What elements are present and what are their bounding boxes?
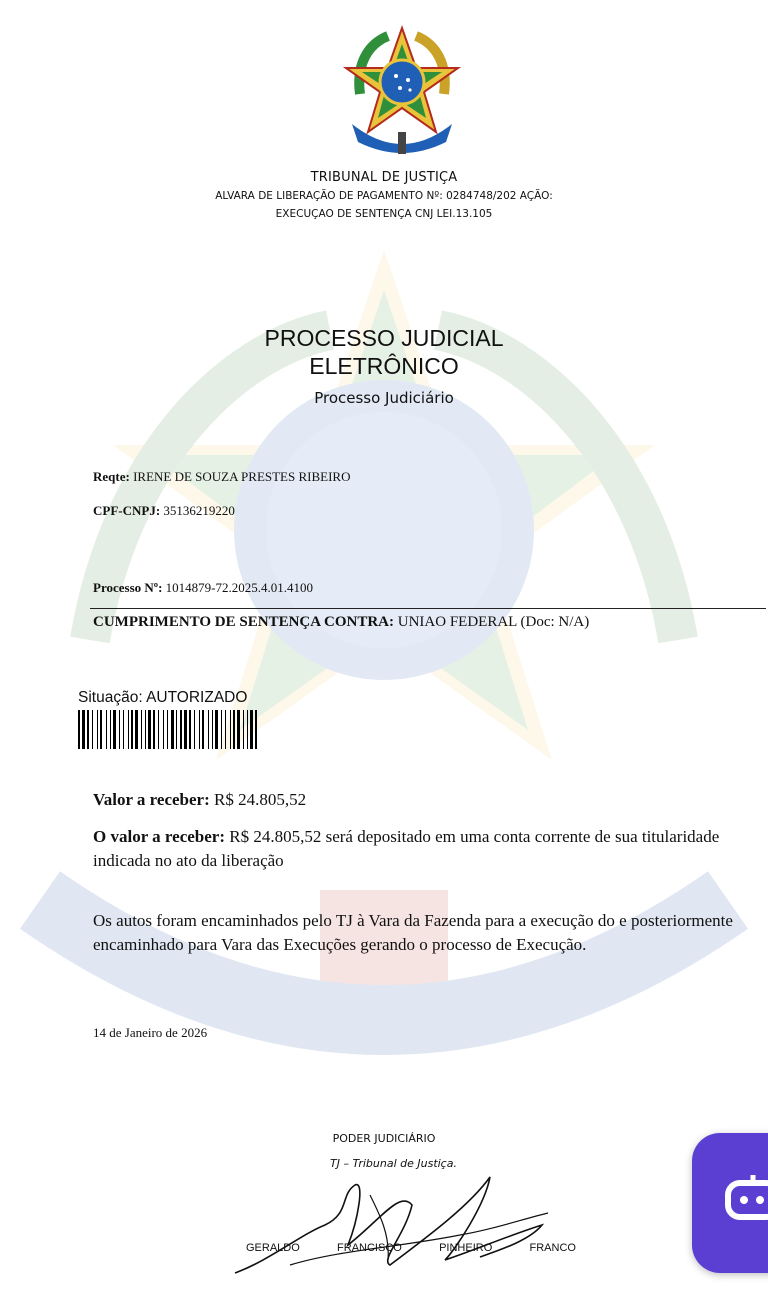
deposit-text: R$ 24.805,52 será depositado em uma conta corrente de sua titularidade indicada no ato da liberação: [93, 827, 720, 870]
document-date: 14 de Janeiro de 2026: [93, 1025, 208, 1040]
cumprimento-field: [93, 614, 589, 631]
processo-field: [93, 580, 313, 596]
deposit-label: O valor a receber:: [93, 827, 226, 846]
court-name: TRIBUNAL DE JUSTIÇA: [310, 170, 458, 185]
cpf-label: CPF-CNPJ:: [93, 503, 161, 518]
reqte-label: Reqte:: [93, 469, 130, 484]
status-text: Situação: AUTORIZADO: [78, 689, 248, 706]
valor-value: R$ 24.805,52: [214, 790, 307, 809]
title-line-1: PROCESSO JUDICIAL: [264, 325, 504, 351]
valor-line: [93, 790, 306, 810]
title-subtitle: Processo Judiciário: [314, 389, 454, 407]
name-4: FRANCO: [529, 1242, 576, 1254]
name-1: GERALDO: [246, 1242, 300, 1254]
name-2: FRANCISCO: [337, 1242, 402, 1254]
name-3: PINHEIRO: [439, 1242, 493, 1254]
handwritten-signature: [230, 1165, 560, 1280]
body-paragraph: Os autos foram encaminhados pelo TJ à Vara da Fazenda para a execução do e posteriormente encaminhado para Vara das Execuções gerando o processo de Execução.: [93, 911, 733, 954]
barcode: [78, 710, 260, 749]
reqte-value: IRENE DE SOUZA PRESTES RIBEIRO: [133, 469, 351, 484]
divider: [90, 608, 766, 609]
cumprimento-value: UNIAO FEDERAL (Doc: N/A): [397, 614, 590, 630]
brazil-coat-of-arms-icon: [338, 24, 466, 164]
signatory-names: [246, 1242, 576, 1254]
chatbot-button[interactable]: [692, 1133, 768, 1273]
tj-line: TJ – Tribunal de Justiça.: [330, 1157, 457, 1170]
cpf-field: [93, 503, 235, 519]
execucao-line: EXECUÇAO DE SENTENÇA CNJ LEI.13.105: [275, 208, 493, 220]
reqte-field: [93, 469, 350, 485]
processo-label: Processo Nº:: [93, 580, 163, 595]
deposit-paragraph: [93, 825, 733, 873]
title-line-2: ELETRÔNICO: [309, 353, 459, 379]
chatbot-icon: [722, 1171, 768, 1231]
poder-judiciario: PODER JUDICIÁRIO: [332, 1132, 436, 1145]
valor-label: Valor a receber:: [93, 790, 210, 809]
processo-value: 1014879-72.2025.4.01.4100: [165, 580, 313, 595]
cpf-value: 35136219220: [163, 503, 235, 518]
alvara-line: ALVARA DE LIBERAÇÃO DE PAGAMENTO Nº: 0284748/202 AÇÃO:: [215, 190, 553, 202]
cumprimento-label: CUMPRIMENTO DE SENTENÇA CONTRA:: [93, 614, 394, 630]
